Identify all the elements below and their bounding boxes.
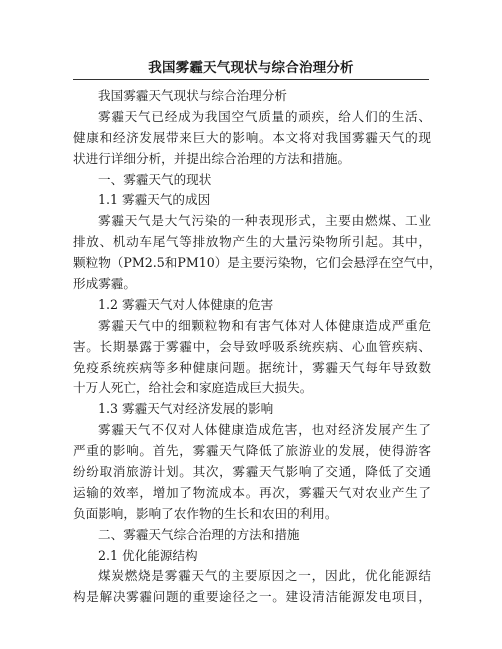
paragraph-line: 排放、机动车尾气等排放物产生的大量污染物所引起。其中， (73, 234, 431, 250)
paragraph-line: 颗粒物（PM2.5和PM10）是主要污染物，它们会悬浮在空气中， (73, 255, 442, 271)
subsection-heading: 1.1 雾霾天气的成因 (98, 192, 211, 208)
paragraph-line: 雾霾天气不仅对人体健康造成危害，也对经济发展产生了 (98, 422, 431, 438)
section-heading: 一、雾霾天气的现状 (98, 171, 212, 187)
intro-heading: 我国雾霾天气现状与综合治理分析 (98, 88, 287, 103)
paragraph-line: 纷纷取消旅游计划。其次，雾霾天气影响了交通，降低了交通 (73, 464, 431, 480)
paragraph-line: 构是解决雾霾问题的重要途径之一。建设清洁能源发电项目， (73, 589, 431, 605)
paragraph-line: 煤炭燃烧是雾霾天气的主要原因之一，因此，优化能源结 (98, 568, 431, 584)
section-heading: 二、雾霾天气综合治理的方法和措施 (98, 526, 300, 542)
paragraph-line: 严重的影响。首先，雾霾天气降低了旅游业的发展，使得游客 (73, 443, 431, 459)
paragraph-line: 健康和经济发展带来巨大的影响。本文将对我国雾霾天气的现 (73, 129, 431, 145)
paragraph-line: 雾霾天气是大气污染的一种表现形式，主要由燃煤、工业 (98, 213, 431, 229)
subsection-heading: 1.2 雾霾天气对人体健康的危害 (98, 296, 274, 312)
paragraph-line: 状进行详细分析，并提出综合治理的方法和措施。 (73, 150, 351, 166)
paragraph-line: 运输的效率，增加了物流成本。再次，雾霾天气对农业产生了 (73, 484, 431, 500)
paragraph-line: 形成雾霾。 (73, 276, 136, 292)
title-underline (73, 79, 429, 80)
paragraph-line: 雾霾天气已经成为我国空气质量的顽疾，给人们的生活、 (98, 108, 431, 124)
subsection-heading: 2.1 优化能源结构 (98, 547, 198, 563)
document-title: 我国雾霾天气现状与综合治理分析 (148, 60, 354, 76)
paragraph-line: 十万人死亡，给社会和家庭造成巨大损失。 (73, 380, 313, 396)
paragraph-line: 免疫系统疾病等多种健康问题。据统计，雾霾天气每年导致数 (73, 359, 431, 375)
subsection-heading: 1.3 雾霾天气对经济发展的影响 (98, 401, 274, 417)
paragraph-line: 害。长期暴露于雾霾中，会导致呼吸系统疾病、心血管疾病、 (73, 338, 431, 354)
paragraph-line: 雾霾天气中的细颗粒物和有害气体对人体健康造成严重危 (98, 317, 431, 333)
paragraph-line: 负面影响，影响了农作物的生长和农田的利用。 (73, 505, 338, 521)
document-body (73, 86, 442, 608)
